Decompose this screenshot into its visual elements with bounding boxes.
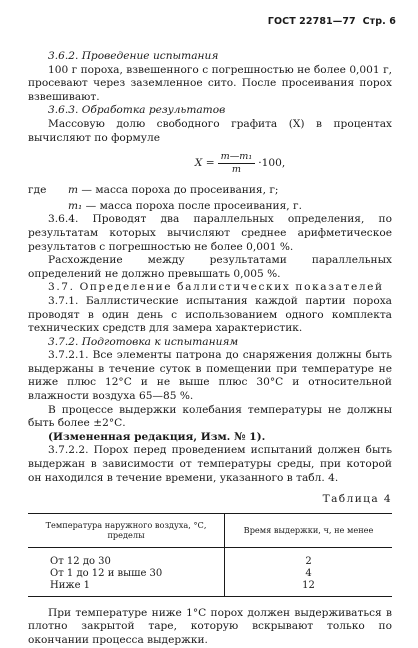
paragraph-3-6-2: 100 г пороха, взвешенного с погрешностью не более 0,001 г, просевают через заземленное сито. После просеивания порох взвешивают.: [28, 63, 392, 103]
paragraph-temperature-tolerance: В процессе выдержки колебания температуры не должны быть более ±2°С.: [28, 403, 392, 430]
section-heading-3-7-2: 3.7.2. Подготовка к испытаниям: [48, 335, 239, 348]
formula-fraction: [218, 151, 256, 176]
section-heading-3-6-3: 3.6.3. Обработка результатов: [48, 104, 226, 117]
paragraph-3-7-1: 3.7.1. Баллистические испытания каждой партии пороха проводят в один день с использованием одного комплекта технических средств для замера характеристик.: [28, 294, 392, 335]
section-heading-3-7: 3.7. Определение баллистических показателей: [48, 281, 384, 294]
definition-text: — масса пороха до просеивания, г;: [81, 184, 279, 197]
column-header-time: Время выдержки, ч, не менее: [225, 513, 392, 547]
definition-m: [28, 184, 392, 198]
cell-temperature-range: Ниже 1: [28, 580, 225, 597]
cell-temperature-range: От 1 до 12 и выше 30: [28, 568, 225, 580]
definition-text: — масса пороха после просеивания, г.: [85, 199, 302, 212]
paragraph-3-7-2-1: 3.7.2.1. Все элементы патрона до снаряжения должны быть выдержаны в течение суток в помещении при температуре не ниже плюс 12°С и не выше плюс 30°С и относительной влажности воздуха 65—85 %.: [28, 349, 392, 403]
paragraph-3-6-3: Массовую долю свободного графита (X) в процентах вычисляют по формуле: [28, 117, 392, 144]
definition-prefix: где: [28, 184, 47, 197]
paragraph-3-7-2-2: 3.7.2.2. Порох перед проведением испытаний должен быть выдержан в зависимости от температуры среды, при которой он находился в течение времени, указанного в табл. 4.: [28, 444, 392, 484]
table-row: [28, 580, 392, 597]
table-row: [28, 547, 392, 568]
standard-number: ГОСТ 22781—77: [267, 16, 356, 27]
page-header: [268, 15, 396, 29]
definition-symbol: m: [68, 184, 79, 197]
document-body: [28, 50, 392, 648]
column-header-temperature: Температура наружного воздуха, °С, пределы: [28, 513, 225, 547]
cell-temperature-range: От 12 до 30: [28, 547, 225, 568]
definition-symbol: m₁: [68, 199, 83, 212]
paragraph-3-6-4-discrepancy: Расхождение между результатами параллельных определений не должно превышать 0,005 %.: [28, 254, 392, 280]
formula-denominator: m: [231, 164, 241, 176]
cell-hours: 12: [225, 580, 392, 597]
amendment-note: (Измененная редакция, Изм. № 1).: [48, 430, 266, 443]
conditioning-table: [28, 513, 392, 597]
formula-numerator: m—m₁: [218, 151, 256, 164]
paragraph-closing: При температуре ниже 1°С порох должен выдерживаться в плотно закрытой таре, которую вскрывают только по окончании процесса выдержки.: [28, 606, 392, 646]
table-caption: Таблица 4: [322, 493, 392, 506]
cell-hours: 4: [305, 567, 312, 579]
formula: [88, 151, 392, 176]
page-number: Стр. 6: [362, 16, 396, 27]
section-heading-3-6-2: 3.6.2. Проведение испытания: [48, 50, 219, 62]
definition-m1: [28, 200, 392, 214]
cell-hours: 2: [305, 555, 312, 567]
table-header-row: [28, 513, 392, 547]
formula-lhs: X =: [194, 156, 215, 169]
formula-rhs: ·100,: [258, 156, 286, 169]
paragraph-3-6-4: 3.6.4. Проводят два параллельных определения, по результатам которых вычисляют среднее арифметическое результатов с погрешностью не более 0,001 %.: [28, 213, 392, 253]
table-row: [28, 568, 392, 580]
